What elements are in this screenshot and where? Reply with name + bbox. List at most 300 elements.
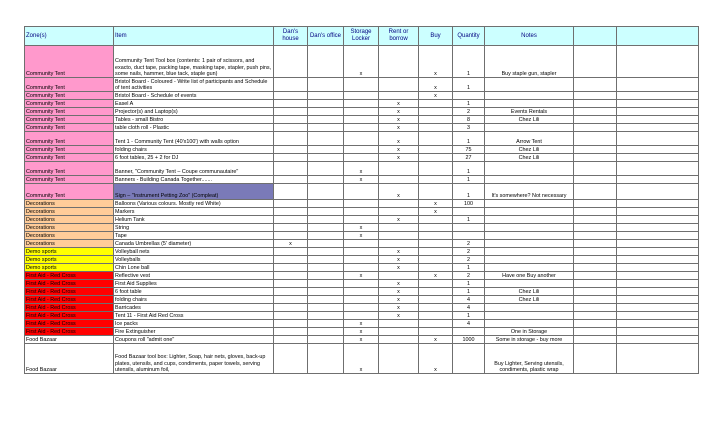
dans-office-cell[interactable] <box>308 248 344 256</box>
empty-cell[interactable] <box>617 208 699 216</box>
empty-cell[interactable] <box>574 304 617 312</box>
rent-or-borrow-cell[interactable] <box>379 78 419 92</box>
item-cell[interactable]: Easel A <box>114 100 274 108</box>
empty-cell[interactable] <box>617 200 699 208</box>
dans-office-cell[interactable] <box>308 312 344 320</box>
dans-office-cell[interactable] <box>308 132 344 146</box>
item-cell[interactable]: Community Tent Tool box (contents: 1 pair of scissors, and exacto, duct tape, packing tape, masking tape, stapler, push pins, some nails, hammer, blue tack, staple gun) <box>114 46 274 78</box>
zone-cell[interactable]: First Aid - Red Cross <box>25 304 114 312</box>
dans-house-cell[interactable] <box>274 100 308 108</box>
zone-cell[interactable]: Community Tent <box>25 116 114 124</box>
dans-office-cell[interactable] <box>308 232 344 240</box>
zone-cell[interactable]: First Aid - Red Cross <box>25 288 114 296</box>
notes-cell[interactable] <box>485 208 574 216</box>
rent-or-borrow-cell[interactable]: x <box>379 264 419 272</box>
quantity-cell[interactable]: 1 <box>453 100 485 108</box>
buy-cell[interactable] <box>419 304 453 312</box>
dans-house-cell[interactable] <box>274 78 308 92</box>
dans-office-cell[interactable] <box>308 216 344 224</box>
storage-locker-cell[interactable]: x <box>344 46 379 78</box>
zone-cell[interactable]: Community Tent <box>25 154 114 162</box>
dans-office-cell[interactable] <box>308 240 344 248</box>
notes-cell[interactable] <box>485 176 574 184</box>
rent-or-borrow-cell[interactable]: x <box>379 154 419 162</box>
zone-cell[interactable]: Decorations <box>25 208 114 216</box>
buy-cell[interactable] <box>419 240 453 248</box>
notes-cell[interactable]: Chez Lili <box>485 154 574 162</box>
item-cell[interactable]: Food Bazaar tool box: Lighter, Soap, hair nets, gloves, back-up plates, utensils, and cups, condiments, paper towels, serving utensils, aluminum foil, <box>114 344 274 374</box>
item-cell[interactable]: 6 foot table <box>114 288 274 296</box>
quantity-cell[interactable]: 1 <box>453 216 485 224</box>
quantity-cell[interactable]: 1 <box>453 184 485 200</box>
zone-cell[interactable]: First Aid - Red Cross <box>25 272 114 280</box>
empty-cell[interactable] <box>574 320 617 328</box>
rent-or-borrow-cell[interactable] <box>379 224 419 232</box>
quantity-cell[interactable] <box>453 328 485 336</box>
buy-cell[interactable]: x <box>419 336 453 344</box>
rent-or-borrow-cell[interactable]: x <box>379 124 419 132</box>
storage-locker-cell[interactable] <box>344 184 379 200</box>
item-cell[interactable]: Tables - small Bistro <box>114 116 274 124</box>
empty-cell[interactable] <box>574 248 617 256</box>
buy-cell[interactable] <box>419 124 453 132</box>
storage-locker-cell[interactable]: x <box>344 328 379 336</box>
empty-cell[interactable] <box>574 256 617 264</box>
empty-cell[interactable] <box>574 344 617 374</box>
notes-cell[interactable]: It's somewhere? Not necessary <box>485 184 574 200</box>
dans-office-cell[interactable] <box>308 46 344 78</box>
rent-or-borrow-cell[interactable]: x <box>379 146 419 154</box>
zone-cell[interactable]: Decorations <box>25 200 114 208</box>
quantity-cell[interactable]: 3 <box>453 124 485 132</box>
zone-cell[interactable]: Demo sports <box>25 256 114 264</box>
item-cell[interactable]: Volleyballs <box>114 256 274 264</box>
empty-cell[interactable] <box>617 264 699 272</box>
quantity-cell[interactable] <box>453 232 485 240</box>
item-cell[interactable]: table cloth roll - Plastic <box>114 124 274 132</box>
zone-cell[interactable]: Decorations <box>25 240 114 248</box>
notes-cell[interactable] <box>485 124 574 132</box>
dans-office-cell[interactable] <box>308 256 344 264</box>
empty-cell[interactable] <box>617 304 699 312</box>
storage-locker-cell[interactable]: x <box>344 224 379 232</box>
zone-cell[interactable]: Decorations <box>25 224 114 232</box>
storage-locker-cell[interactable]: x <box>344 344 379 374</box>
empty-cell[interactable] <box>574 280 617 288</box>
storage-locker-cell[interactable] <box>344 240 379 248</box>
empty-cell[interactable] <box>574 216 617 224</box>
storage-locker-cell[interactable] <box>344 200 379 208</box>
empty-cell[interactable] <box>617 272 699 280</box>
item-cell[interactable]: Helium Tank <box>114 216 274 224</box>
buy-cell[interactable] <box>419 232 453 240</box>
dans-office-cell[interactable] <box>308 146 344 154</box>
zone-cell[interactable]: Community Tent <box>25 100 114 108</box>
dans-office-cell[interactable] <box>308 272 344 280</box>
dans-office-cell[interactable] <box>308 176 344 184</box>
rent-or-borrow-cell[interactable]: x <box>379 296 419 304</box>
dans-house-cell[interactable] <box>274 124 308 132</box>
header-rent-or-borrow[interactable]: Rent or borrow <box>379 27 419 46</box>
buy-cell[interactable] <box>419 132 453 146</box>
rent-or-borrow-cell[interactable]: x <box>379 216 419 224</box>
rent-or-borrow-cell[interactable] <box>379 92 419 100</box>
rent-or-borrow-cell[interactable] <box>379 336 419 344</box>
buy-cell[interactable]: x <box>419 92 453 100</box>
dans-house-cell[interactable] <box>274 224 308 232</box>
buy-cell[interactable] <box>419 264 453 272</box>
dans-house-cell[interactable] <box>274 304 308 312</box>
zone-cell[interactable]: Community Tent <box>25 176 114 184</box>
storage-locker-cell[interactable] <box>344 208 379 216</box>
quantity-cell[interactable]: 4 <box>453 296 485 304</box>
buy-cell[interactable] <box>419 248 453 256</box>
header-extra-1[interactable] <box>574 27 617 46</box>
dans-house-cell[interactable]: x <box>274 240 308 248</box>
zone-cell[interactable]: Community Tent <box>25 162 114 176</box>
storage-locker-cell[interactable] <box>344 280 379 288</box>
storage-locker-cell[interactable] <box>344 116 379 124</box>
storage-locker-cell[interactable] <box>344 146 379 154</box>
dans-office-cell[interactable] <box>308 336 344 344</box>
empty-cell[interactable] <box>617 312 699 320</box>
dans-office-cell[interactable] <box>308 224 344 232</box>
header-dans-office[interactable]: Dan's office <box>308 27 344 46</box>
notes-cell[interactable]: Chez Lili <box>485 146 574 154</box>
buy-cell[interactable]: x <box>419 208 453 216</box>
storage-locker-cell[interactable] <box>344 92 379 100</box>
zone-cell[interactable]: Food Bazaar <box>25 336 114 344</box>
empty-cell[interactable] <box>574 132 617 146</box>
zone-cell[interactable]: First Aid - Red Cross <box>25 280 114 288</box>
empty-cell[interactable] <box>617 328 699 336</box>
empty-cell[interactable] <box>617 216 699 224</box>
notes-cell[interactable] <box>485 256 574 264</box>
dans-house-cell[interactable] <box>274 264 308 272</box>
quantity-cell[interactable]: 2 <box>453 108 485 116</box>
storage-locker-cell[interactable] <box>344 132 379 146</box>
empty-cell[interactable] <box>574 92 617 100</box>
item-cell[interactable]: Canada Umbrellas (5' diameter) <box>114 240 274 248</box>
dans-office-cell[interactable] <box>308 116 344 124</box>
empty-cell[interactable] <box>617 162 699 176</box>
storage-locker-cell[interactable] <box>344 108 379 116</box>
notes-cell[interactable] <box>485 320 574 328</box>
quantity-cell[interactable]: 100 <box>453 200 485 208</box>
empty-cell[interactable] <box>574 162 617 176</box>
item-cell[interactable]: Reflective vest <box>114 272 274 280</box>
dans-house-cell[interactable] <box>274 154 308 162</box>
dans-house-cell[interactable] <box>274 248 308 256</box>
notes-cell[interactable] <box>485 216 574 224</box>
storage-locker-cell[interactable] <box>344 100 379 108</box>
rent-or-borrow-cell[interactable] <box>379 272 419 280</box>
quantity-cell[interactable]: 8 <box>453 116 485 124</box>
empty-cell[interactable] <box>617 46 699 78</box>
dans-house-cell[interactable] <box>274 184 308 200</box>
empty-cell[interactable] <box>617 100 699 108</box>
item-cell[interactable]: Bristol Board - Schedule of events <box>114 92 274 100</box>
dans-house-cell[interactable] <box>274 280 308 288</box>
item-cell[interactable]: Bristol Board - Coloured - Write list of participants and Schedule of tent activities <box>114 78 274 92</box>
empty-cell[interactable] <box>617 240 699 248</box>
buy-cell[interactable] <box>419 100 453 108</box>
notes-cell[interactable] <box>485 280 574 288</box>
zone-cell[interactable]: Community Tent <box>25 108 114 116</box>
dans-house-cell[interactable] <box>274 92 308 100</box>
item-cell[interactable]: Banner, "Community Tent – Coupe communautaire" <box>114 162 274 176</box>
item-cell[interactable]: Fire Extinguisher <box>114 328 274 336</box>
dans-house-cell[interactable] <box>274 162 308 176</box>
header-buy[interactable]: Buy <box>419 27 453 46</box>
zone-cell[interactable]: First Aid - Red Cross <box>25 320 114 328</box>
buy-cell[interactable] <box>419 116 453 124</box>
item-cell[interactable]: Barricades <box>114 304 274 312</box>
storage-locker-cell[interactable] <box>344 256 379 264</box>
empty-cell[interactable] <box>574 146 617 154</box>
empty-cell[interactable] <box>617 248 699 256</box>
quantity-cell[interactable] <box>453 344 485 374</box>
quantity-cell[interactable]: 2 <box>453 248 485 256</box>
header-extra-2[interactable] <box>617 27 699 46</box>
item-cell[interactable]: Banners - Building Canada Together....... <box>114 176 274 184</box>
dans-house-cell[interactable] <box>274 320 308 328</box>
rent-or-borrow-cell[interactable]: x <box>379 100 419 108</box>
dans-office-cell[interactable] <box>308 320 344 328</box>
notes-cell[interactable]: Some in storage - buy more <box>485 336 574 344</box>
notes-cell[interactable]: Have one Buy another <box>485 272 574 280</box>
dans-house-cell[interactable] <box>274 256 308 264</box>
empty-cell[interactable] <box>617 344 699 374</box>
notes-cell[interactable] <box>485 304 574 312</box>
rent-or-borrow-cell[interactable]: x <box>379 116 419 124</box>
buy-cell[interactable] <box>419 280 453 288</box>
storage-locker-cell[interactable] <box>344 216 379 224</box>
item-cell[interactable]: Projector(s) and Laptop(s) <box>114 108 274 116</box>
empty-cell[interactable] <box>574 46 617 78</box>
dans-house-cell[interactable] <box>274 216 308 224</box>
notes-cell[interactable]: Buy Lighter, Serving utensils, condiments, plastic wrap <box>485 344 574 374</box>
empty-cell[interactable] <box>617 224 699 232</box>
storage-locker-cell[interactable]: x <box>344 162 379 176</box>
storage-locker-cell[interactable]: x <box>344 176 379 184</box>
quantity-cell[interactable]: 4 <box>453 304 485 312</box>
empty-cell[interactable] <box>574 264 617 272</box>
storage-locker-cell[interactable]: x <box>344 232 379 240</box>
storage-locker-cell[interactable] <box>344 312 379 320</box>
header-notes[interactable]: Notes <box>485 27 574 46</box>
zone-cell[interactable]: Decorations <box>25 216 114 224</box>
quantity-cell[interactable]: 2 <box>453 256 485 264</box>
rent-or-borrow-cell[interactable]: x <box>379 288 419 296</box>
quantity-cell[interactable] <box>453 224 485 232</box>
notes-cell[interactable]: Arrow Tent <box>485 132 574 146</box>
dans-office-cell[interactable] <box>308 184 344 200</box>
item-cell[interactable]: Tent 1 - Community Tent (40'x100') with walls option <box>114 132 274 146</box>
item-cell[interactable]: 6 foot tables, 25 + 2 for DJ <box>114 154 274 162</box>
item-cell[interactable]: Tent 11 - First Aid Red Cross <box>114 312 274 320</box>
empty-cell[interactable] <box>617 288 699 296</box>
rent-or-borrow-cell[interactable]: x <box>379 312 419 320</box>
item-cell[interactable]: Volleyball nets <box>114 248 274 256</box>
notes-cell[interactable] <box>485 100 574 108</box>
notes-cell[interactable] <box>485 78 574 92</box>
quantity-cell[interactable]: 1 <box>453 78 485 92</box>
notes-cell[interactable] <box>485 92 574 100</box>
notes-cell[interactable]: Chez Lili <box>485 296 574 304</box>
item-cell[interactable]: folding chairs <box>114 146 274 154</box>
notes-cell[interactable] <box>485 240 574 248</box>
empty-cell[interactable] <box>617 320 699 328</box>
dans-house-cell[interactable] <box>274 272 308 280</box>
rent-or-borrow-cell[interactable]: x <box>379 108 419 116</box>
dans-house-cell[interactable] <box>274 344 308 374</box>
notes-cell[interactable] <box>485 224 574 232</box>
zone-cell[interactable]: Demo sports <box>25 248 114 256</box>
empty-cell[interactable] <box>617 336 699 344</box>
quantity-cell[interactable]: 1 <box>453 162 485 176</box>
quantity-cell[interactable]: 2 <box>453 272 485 280</box>
empty-cell[interactable] <box>574 200 617 208</box>
dans-house-cell[interactable] <box>274 312 308 320</box>
item-cell[interactable]: folding chairs <box>114 296 274 304</box>
dans-house-cell[interactable] <box>274 296 308 304</box>
empty-cell[interactable] <box>574 224 617 232</box>
quantity-cell[interactable] <box>453 92 485 100</box>
notes-cell[interactable] <box>485 312 574 320</box>
zone-cell[interactable]: First Aid - Red Cross <box>25 312 114 320</box>
rent-or-borrow-cell[interactable] <box>379 232 419 240</box>
buy-cell[interactable]: x <box>419 78 453 92</box>
buy-cell[interactable] <box>419 224 453 232</box>
dans-office-cell[interactable] <box>308 288 344 296</box>
header-dans-house[interactable]: Dan's house <box>274 27 308 46</box>
storage-locker-cell[interactable] <box>344 248 379 256</box>
empty-cell[interactable] <box>574 232 617 240</box>
empty-cell[interactable] <box>617 296 699 304</box>
notes-cell[interactable]: Chez Lili <box>485 288 574 296</box>
storage-locker-cell[interactable]: x <box>344 320 379 328</box>
dans-office-cell[interactable] <box>308 296 344 304</box>
buy-cell[interactable] <box>419 154 453 162</box>
notes-cell[interactable] <box>485 232 574 240</box>
rent-or-borrow-cell[interactable] <box>379 344 419 374</box>
empty-cell[interactable] <box>574 296 617 304</box>
header-zone[interactable]: Zone(s) <box>25 27 114 46</box>
buy-cell[interactable] <box>419 146 453 154</box>
quantity-cell[interactable]: 2 <box>453 240 485 248</box>
zone-cell[interactable]: Community Tent <box>25 132 114 146</box>
empty-cell[interactable] <box>574 154 617 162</box>
rent-or-borrow-cell[interactable] <box>379 46 419 78</box>
dans-house-cell[interactable] <box>274 232 308 240</box>
dans-office-cell[interactable] <box>308 154 344 162</box>
empty-cell[interactable] <box>617 108 699 116</box>
rent-or-borrow-cell[interactable]: x <box>379 184 419 200</box>
buy-cell[interactable]: x <box>419 344 453 374</box>
header-item[interactable]: Item <box>114 27 274 46</box>
buy-cell[interactable] <box>419 216 453 224</box>
dans-office-cell[interactable] <box>308 208 344 216</box>
dans-office-cell[interactable] <box>308 264 344 272</box>
header-quantity[interactable]: Quantity <box>453 27 485 46</box>
dans-office-cell[interactable] <box>308 280 344 288</box>
empty-cell[interactable] <box>617 124 699 132</box>
empty-cell[interactable] <box>617 256 699 264</box>
empty-cell[interactable] <box>574 116 617 124</box>
zone-cell[interactable]: Food Bazaar <box>25 344 114 374</box>
buy-cell[interactable] <box>419 312 453 320</box>
rent-or-borrow-cell[interactable] <box>379 320 419 328</box>
dans-office-cell[interactable] <box>308 108 344 116</box>
buy-cell[interactable] <box>419 108 453 116</box>
notes-cell[interactable]: Chez Lili <box>485 116 574 124</box>
empty-cell[interactable] <box>574 108 617 116</box>
rent-or-borrow-cell[interactable] <box>379 208 419 216</box>
empty-cell[interactable] <box>574 288 617 296</box>
quantity-cell[interactable]: 1 <box>453 280 485 288</box>
quantity-cell[interactable]: 1 <box>453 312 485 320</box>
zone-cell[interactable]: First Aid - Red Cross <box>25 296 114 304</box>
quantity-cell[interactable]: 27 <box>453 154 485 162</box>
empty-cell[interactable] <box>574 176 617 184</box>
buy-cell[interactable] <box>419 328 453 336</box>
item-cell[interactable]: Chin Lone ball <box>114 264 274 272</box>
dans-office-cell[interactable] <box>308 100 344 108</box>
quantity-cell[interactable]: 1000 <box>453 336 485 344</box>
buy-cell[interactable] <box>419 296 453 304</box>
dans-office-cell[interactable] <box>308 344 344 374</box>
zone-cell[interactable]: Decorations <box>25 232 114 240</box>
rent-or-borrow-cell[interactable] <box>379 200 419 208</box>
zone-cell[interactable]: Demo sports <box>25 264 114 272</box>
quantity-cell[interactable]: 4 <box>453 320 485 328</box>
rent-or-borrow-cell[interactable]: x <box>379 256 419 264</box>
buy-cell[interactable] <box>419 320 453 328</box>
storage-locker-cell[interactable]: x <box>344 272 379 280</box>
dans-office-cell[interactable] <box>308 200 344 208</box>
storage-locker-cell[interactable] <box>344 288 379 296</box>
dans-house-cell[interactable] <box>274 46 308 78</box>
item-cell[interactable]: Coupons roll "admit one" <box>114 336 274 344</box>
quantity-cell[interactable]: 75 <box>453 146 485 154</box>
empty-cell[interactable] <box>574 336 617 344</box>
empty-cell[interactable] <box>617 280 699 288</box>
dans-house-cell[interactable] <box>274 108 308 116</box>
dans-office-cell[interactable] <box>308 162 344 176</box>
rent-or-borrow-cell[interactable]: x <box>379 304 419 312</box>
buy-cell[interactable] <box>419 256 453 264</box>
quantity-cell[interactable]: 1 <box>453 46 485 78</box>
buy-cell[interactable] <box>419 184 453 200</box>
dans-office-cell[interactable] <box>308 92 344 100</box>
empty-cell[interactable] <box>574 240 617 248</box>
dans-house-cell[interactable] <box>274 288 308 296</box>
empty-cell[interactable] <box>574 272 617 280</box>
dans-house-cell[interactable] <box>274 116 308 124</box>
notes-cell[interactable] <box>485 248 574 256</box>
zone-cell[interactable]: Community Tent <box>25 124 114 132</box>
buy-cell[interactable] <box>419 288 453 296</box>
empty-cell[interactable] <box>617 116 699 124</box>
dans-office-cell[interactable] <box>308 124 344 132</box>
rent-or-borrow-cell[interactable]: x <box>379 132 419 146</box>
empty-cell[interactable] <box>617 78 699 92</box>
notes-cell[interactable] <box>485 200 574 208</box>
rent-or-borrow-cell[interactable] <box>379 162 419 176</box>
storage-locker-cell[interactable] <box>344 78 379 92</box>
storage-locker-cell[interactable] <box>344 124 379 132</box>
